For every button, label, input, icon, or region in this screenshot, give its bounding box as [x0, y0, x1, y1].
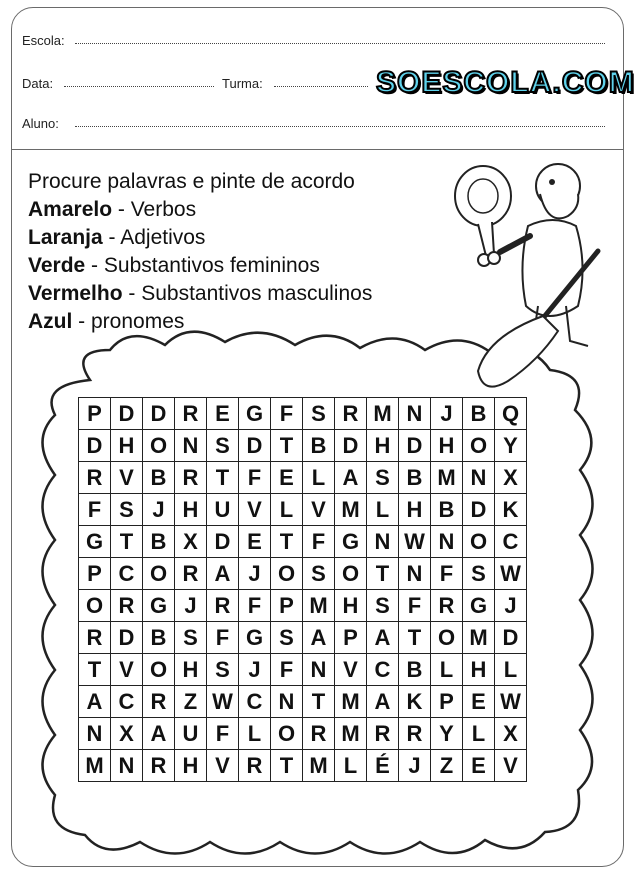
grid-cell[interactable]: Y [431, 718, 463, 750]
grid-cell[interactable]: L [463, 718, 495, 750]
grid-cell[interactable]: Q [495, 398, 527, 430]
grid-cell[interactable]: B [399, 654, 431, 686]
grid-cell[interactable]: A [79, 686, 111, 718]
grid-cell[interactable]: V [111, 462, 143, 494]
grid-cell[interactable]: N [79, 718, 111, 750]
grid-cell[interactable]: D [463, 494, 495, 526]
grid-cell[interactable]: X [495, 718, 527, 750]
grid-cell[interactable]: D [111, 622, 143, 654]
student-field [22, 116, 59, 131]
grid-cell[interactable]: B [463, 398, 495, 430]
grid-cell[interactable]: N [431, 526, 463, 558]
grid-cell[interactable]: H [111, 430, 143, 462]
grid-cell[interactable]: P [335, 622, 367, 654]
grid-cell[interactable]: A [367, 686, 399, 718]
grid-cell[interactable]: P [79, 558, 111, 590]
legend-category: Substantivos masculinos [141, 282, 373, 305]
grid-cell[interactable]: J [239, 654, 271, 686]
grid-cell[interactable]: R [399, 718, 431, 750]
grid-cell[interactable]: R [335, 398, 367, 430]
grid-cell[interactable]: L [335, 750, 367, 782]
grid-cell[interactable]: T [271, 750, 303, 782]
grid-cell[interactable]: K [495, 494, 527, 526]
grid-cell[interactable]: T [367, 558, 399, 590]
grid-cell[interactable]: Z [431, 750, 463, 782]
grid-cell[interactable]: N [111, 750, 143, 782]
grid-cell[interactable]: W [495, 558, 527, 590]
grid-cell[interactable]: A [303, 622, 335, 654]
grid-cell[interactable]: C [495, 526, 527, 558]
grid-cell[interactable]: E [463, 686, 495, 718]
grid-cell[interactable]: Y [495, 430, 527, 462]
grid-cell[interactable]: F [207, 622, 239, 654]
grid-cell[interactable]: W [399, 526, 431, 558]
grid-cell[interactable]: O [143, 430, 175, 462]
grid-cell[interactable]: A [207, 558, 239, 590]
grid-cell[interactable]: D [207, 526, 239, 558]
grid-cell[interactable]: R [239, 750, 271, 782]
grid-cell[interactable]: S [463, 558, 495, 590]
grid-cell[interactable]: R [175, 398, 207, 430]
legend-item-feminine-nouns: Verde - Substantivos femininos [28, 254, 320, 277]
class-label: Turma: [222, 76, 263, 91]
class-input-line[interactable] [274, 86, 368, 87]
grid-cell[interactable]: E [207, 398, 239, 430]
grid-cell[interactable]: N [271, 686, 303, 718]
grid-cell[interactable]: S [303, 558, 335, 590]
grid-cell[interactable]: B [399, 462, 431, 494]
grid-cell[interactable]: G [79, 526, 111, 558]
grid-cell[interactable]: E [463, 750, 495, 782]
grid-cell[interactable]: R [79, 622, 111, 654]
legend-item-masculine-nouns: Vermelho - Substantivos masculinos [28, 282, 373, 305]
grid-cell[interactable]: S [271, 622, 303, 654]
grid-cell[interactable]: O [79, 590, 111, 622]
grid-cell[interactable]: G [463, 590, 495, 622]
grid-cell[interactable]: O [143, 558, 175, 590]
grid-cell[interactable]: F [431, 558, 463, 590]
grid-cell[interactable]: M [335, 718, 367, 750]
grid-cell[interactable]: U [207, 494, 239, 526]
grid-cell[interactable]: B [143, 526, 175, 558]
grid-cell[interactable]: F [239, 590, 271, 622]
grid-cell[interactable]: E [271, 462, 303, 494]
header-divider [11, 149, 624, 150]
class-field [222, 76, 263, 91]
grid-cell[interactable]: M [335, 494, 367, 526]
legend-color: Amarelo [28, 198, 113, 221]
grid-cell[interactable]: J [431, 398, 463, 430]
grid-cell[interactable]: R [175, 558, 207, 590]
student-label: Aluno: [22, 116, 59, 131]
grid-cell[interactable]: V [495, 750, 527, 782]
grid-cell[interactable]: T [271, 430, 303, 462]
grid-cell[interactable]: R [303, 718, 335, 750]
legend-color: Verde [28, 254, 86, 277]
grid-cell[interactable]: A [143, 718, 175, 750]
grid-cell[interactable]: M [431, 462, 463, 494]
grid-cell[interactable]: R [143, 750, 175, 782]
grid-cell[interactable]: D [239, 430, 271, 462]
grid-cell[interactable]: J [175, 590, 207, 622]
grid-cell[interactable]: N [399, 398, 431, 430]
grid-cell[interactable]: N [303, 654, 335, 686]
grid-cell[interactable]: Z [175, 686, 207, 718]
grid-cell[interactable]: D [495, 622, 527, 654]
grid-cell[interactable]: X [175, 526, 207, 558]
grid-cell[interactable]: T [271, 526, 303, 558]
grid-cell[interactable]: T [399, 622, 431, 654]
grid-cell[interactable]: H [367, 430, 399, 462]
grid-cell[interactable]: F [79, 494, 111, 526]
grid-cell[interactable]: M [303, 750, 335, 782]
grid-cell[interactable]: O [143, 654, 175, 686]
grid-cell[interactable]: G [143, 590, 175, 622]
grid-cell[interactable]: C [111, 686, 143, 718]
school-field [22, 33, 65, 48]
grid-cell[interactable]: C [367, 654, 399, 686]
grid-cell[interactable]: B [143, 462, 175, 494]
grid-cell[interactable]: N [463, 462, 495, 494]
grid-cell[interactable]: J [143, 494, 175, 526]
grid-cell[interactable]: L [495, 654, 527, 686]
grid-cell[interactable]: O [271, 558, 303, 590]
grid-cell[interactable]: B [143, 622, 175, 654]
grid-cell[interactable]: V [303, 494, 335, 526]
grid-cell[interactable]: L [271, 494, 303, 526]
grid-cell[interactable]: J [495, 590, 527, 622]
grid-cell[interactable]: M [367, 398, 399, 430]
grid-cell[interactable]: P [431, 686, 463, 718]
school-label: Escola: [22, 33, 65, 48]
word-search-grid [78, 397, 527, 782]
legend-color: Vermelho [28, 282, 123, 305]
grid-cell[interactable]: W [495, 686, 527, 718]
legend-item-verbs: Amarelo - Verbos [28, 198, 197, 221]
grid-cell[interactable]: O [271, 718, 303, 750]
grid-cell[interactable]: F [399, 590, 431, 622]
grid-cell[interactable]: X [495, 462, 527, 494]
grid-cell[interactable]: O [431, 622, 463, 654]
grid-cell[interactable]: J [239, 558, 271, 590]
grid-cell[interactable]: R [431, 590, 463, 622]
grid-cell[interactable]: S [175, 622, 207, 654]
legend-color: Azul [28, 310, 73, 333]
caveman-illustration [448, 156, 618, 401]
grid-cell[interactable]: S [367, 590, 399, 622]
grid-cell[interactable]: N [399, 558, 431, 590]
grid-cell[interactable]: O [335, 558, 367, 590]
grid-cell[interactable]: K [399, 686, 431, 718]
grid-cell[interactable]: S [367, 462, 399, 494]
school-input-line[interactable] [75, 43, 605, 44]
grid-cell[interactable]: H [399, 494, 431, 526]
grid-cell[interactable]: H [335, 590, 367, 622]
grid-cell[interactable]: V [239, 494, 271, 526]
date-input-line[interactable] [64, 86, 214, 87]
grid-cell[interactable]: V [111, 654, 143, 686]
grid-cell[interactable]: E [239, 526, 271, 558]
grid-cell[interactable]: V [207, 750, 239, 782]
grid-cell[interactable]: X [111, 718, 143, 750]
grid-cell[interactable]: H [463, 654, 495, 686]
grid-cell[interactable]: H [175, 494, 207, 526]
grid-cell[interactable]: T [111, 526, 143, 558]
legend-item-adjectives: Laranja - Adjetivos [28, 226, 206, 249]
grid-cell[interactable]: R [79, 462, 111, 494]
grid-cell[interactable]: G [335, 526, 367, 558]
grid-cell[interactable]: L [431, 654, 463, 686]
grid-cell[interactable]: F [303, 526, 335, 558]
grid-cell[interactable]: M [303, 590, 335, 622]
grid-cell[interactable]: R [111, 590, 143, 622]
grid-cell[interactable]: O [463, 430, 495, 462]
grid-cell[interactable]: D [143, 398, 175, 430]
grid-cell[interactable]: O [463, 526, 495, 558]
grid-cell[interactable]: B [303, 430, 335, 462]
grid-cell[interactable]: F [271, 654, 303, 686]
grid-cell[interactable]: R [367, 718, 399, 750]
legend-color: Laranja [28, 226, 103, 249]
grid-cell[interactable]: D [79, 430, 111, 462]
legend-category: Adjetivos [120, 226, 206, 249]
grid-cell[interactable]: H [431, 430, 463, 462]
date-label: Data: [22, 76, 54, 91]
grid-cell[interactable]: H [175, 750, 207, 782]
grid-cell[interactable]: T [303, 686, 335, 718]
grid-cell[interactable]: F [207, 718, 239, 750]
grid-cell[interactable]: S [303, 398, 335, 430]
grid-cell[interactable]: W [207, 686, 239, 718]
grid-cell[interactable]: G [239, 398, 271, 430]
grid-cell[interactable]: É [367, 750, 399, 782]
grid-cell[interactable]: R [207, 590, 239, 622]
grid-cell[interactable]: V [335, 654, 367, 686]
grid-cell[interactable]: D [399, 430, 431, 462]
grid-cell[interactable]: L [239, 718, 271, 750]
grid-cell[interactable]: L [303, 462, 335, 494]
grid-cell[interactable]: P [79, 398, 111, 430]
grid-cell[interactable]: M [335, 686, 367, 718]
instructions [28, 168, 372, 336]
grid-cell[interactable]: S [207, 654, 239, 686]
grid-cell[interactable]: D [335, 430, 367, 462]
grid-cell[interactable]: A [335, 462, 367, 494]
grid-cell[interactable]: J [399, 750, 431, 782]
grid-cell[interactable]: P [271, 590, 303, 622]
grid-cell[interactable]: T [79, 654, 111, 686]
legend-category: Verbos [130, 198, 197, 221]
grid-cell[interactable]: M [79, 750, 111, 782]
date-field [22, 76, 53, 91]
grid-cell[interactable]: F [271, 398, 303, 430]
grid-cell[interactable]: G [239, 622, 271, 654]
grid-cell[interactable]: T [207, 462, 239, 494]
legend-category: pronomes [91, 310, 185, 333]
grid-cell[interactable]: R [143, 686, 175, 718]
grid-cell[interactable]: R [175, 462, 207, 494]
grid-cell[interactable]: A [367, 622, 399, 654]
grid-cell[interactable]: C [111, 558, 143, 590]
grid-cell[interactable]: N [175, 430, 207, 462]
grid-cell[interactable]: S [207, 430, 239, 462]
legend-item-pronouns: Azul - pronomes [28, 310, 185, 333]
legend-category: Substantivos femininos [103, 254, 320, 277]
grid-cell[interactable]: M [463, 622, 495, 654]
instructions-intro: Procure palavras e pinte de acordo [28, 170, 355, 193]
grid-cell[interactable]: C [239, 686, 271, 718]
grid-cell[interactable]: L [367, 494, 399, 526]
grid-cell[interactable]: U [175, 718, 207, 750]
grid-cell[interactable]: H [175, 654, 207, 686]
student-input-line[interactable] [75, 126, 605, 127]
grid-cell[interactable]: F [239, 462, 271, 494]
site-logo: SOESCOLA.COM [376, 66, 635, 99]
grid-cell[interactable]: N [367, 526, 399, 558]
grid-cell[interactable]: S [111, 494, 143, 526]
grid-cell[interactable]: B [431, 494, 463, 526]
grid-cell[interactable]: D [111, 398, 143, 430]
